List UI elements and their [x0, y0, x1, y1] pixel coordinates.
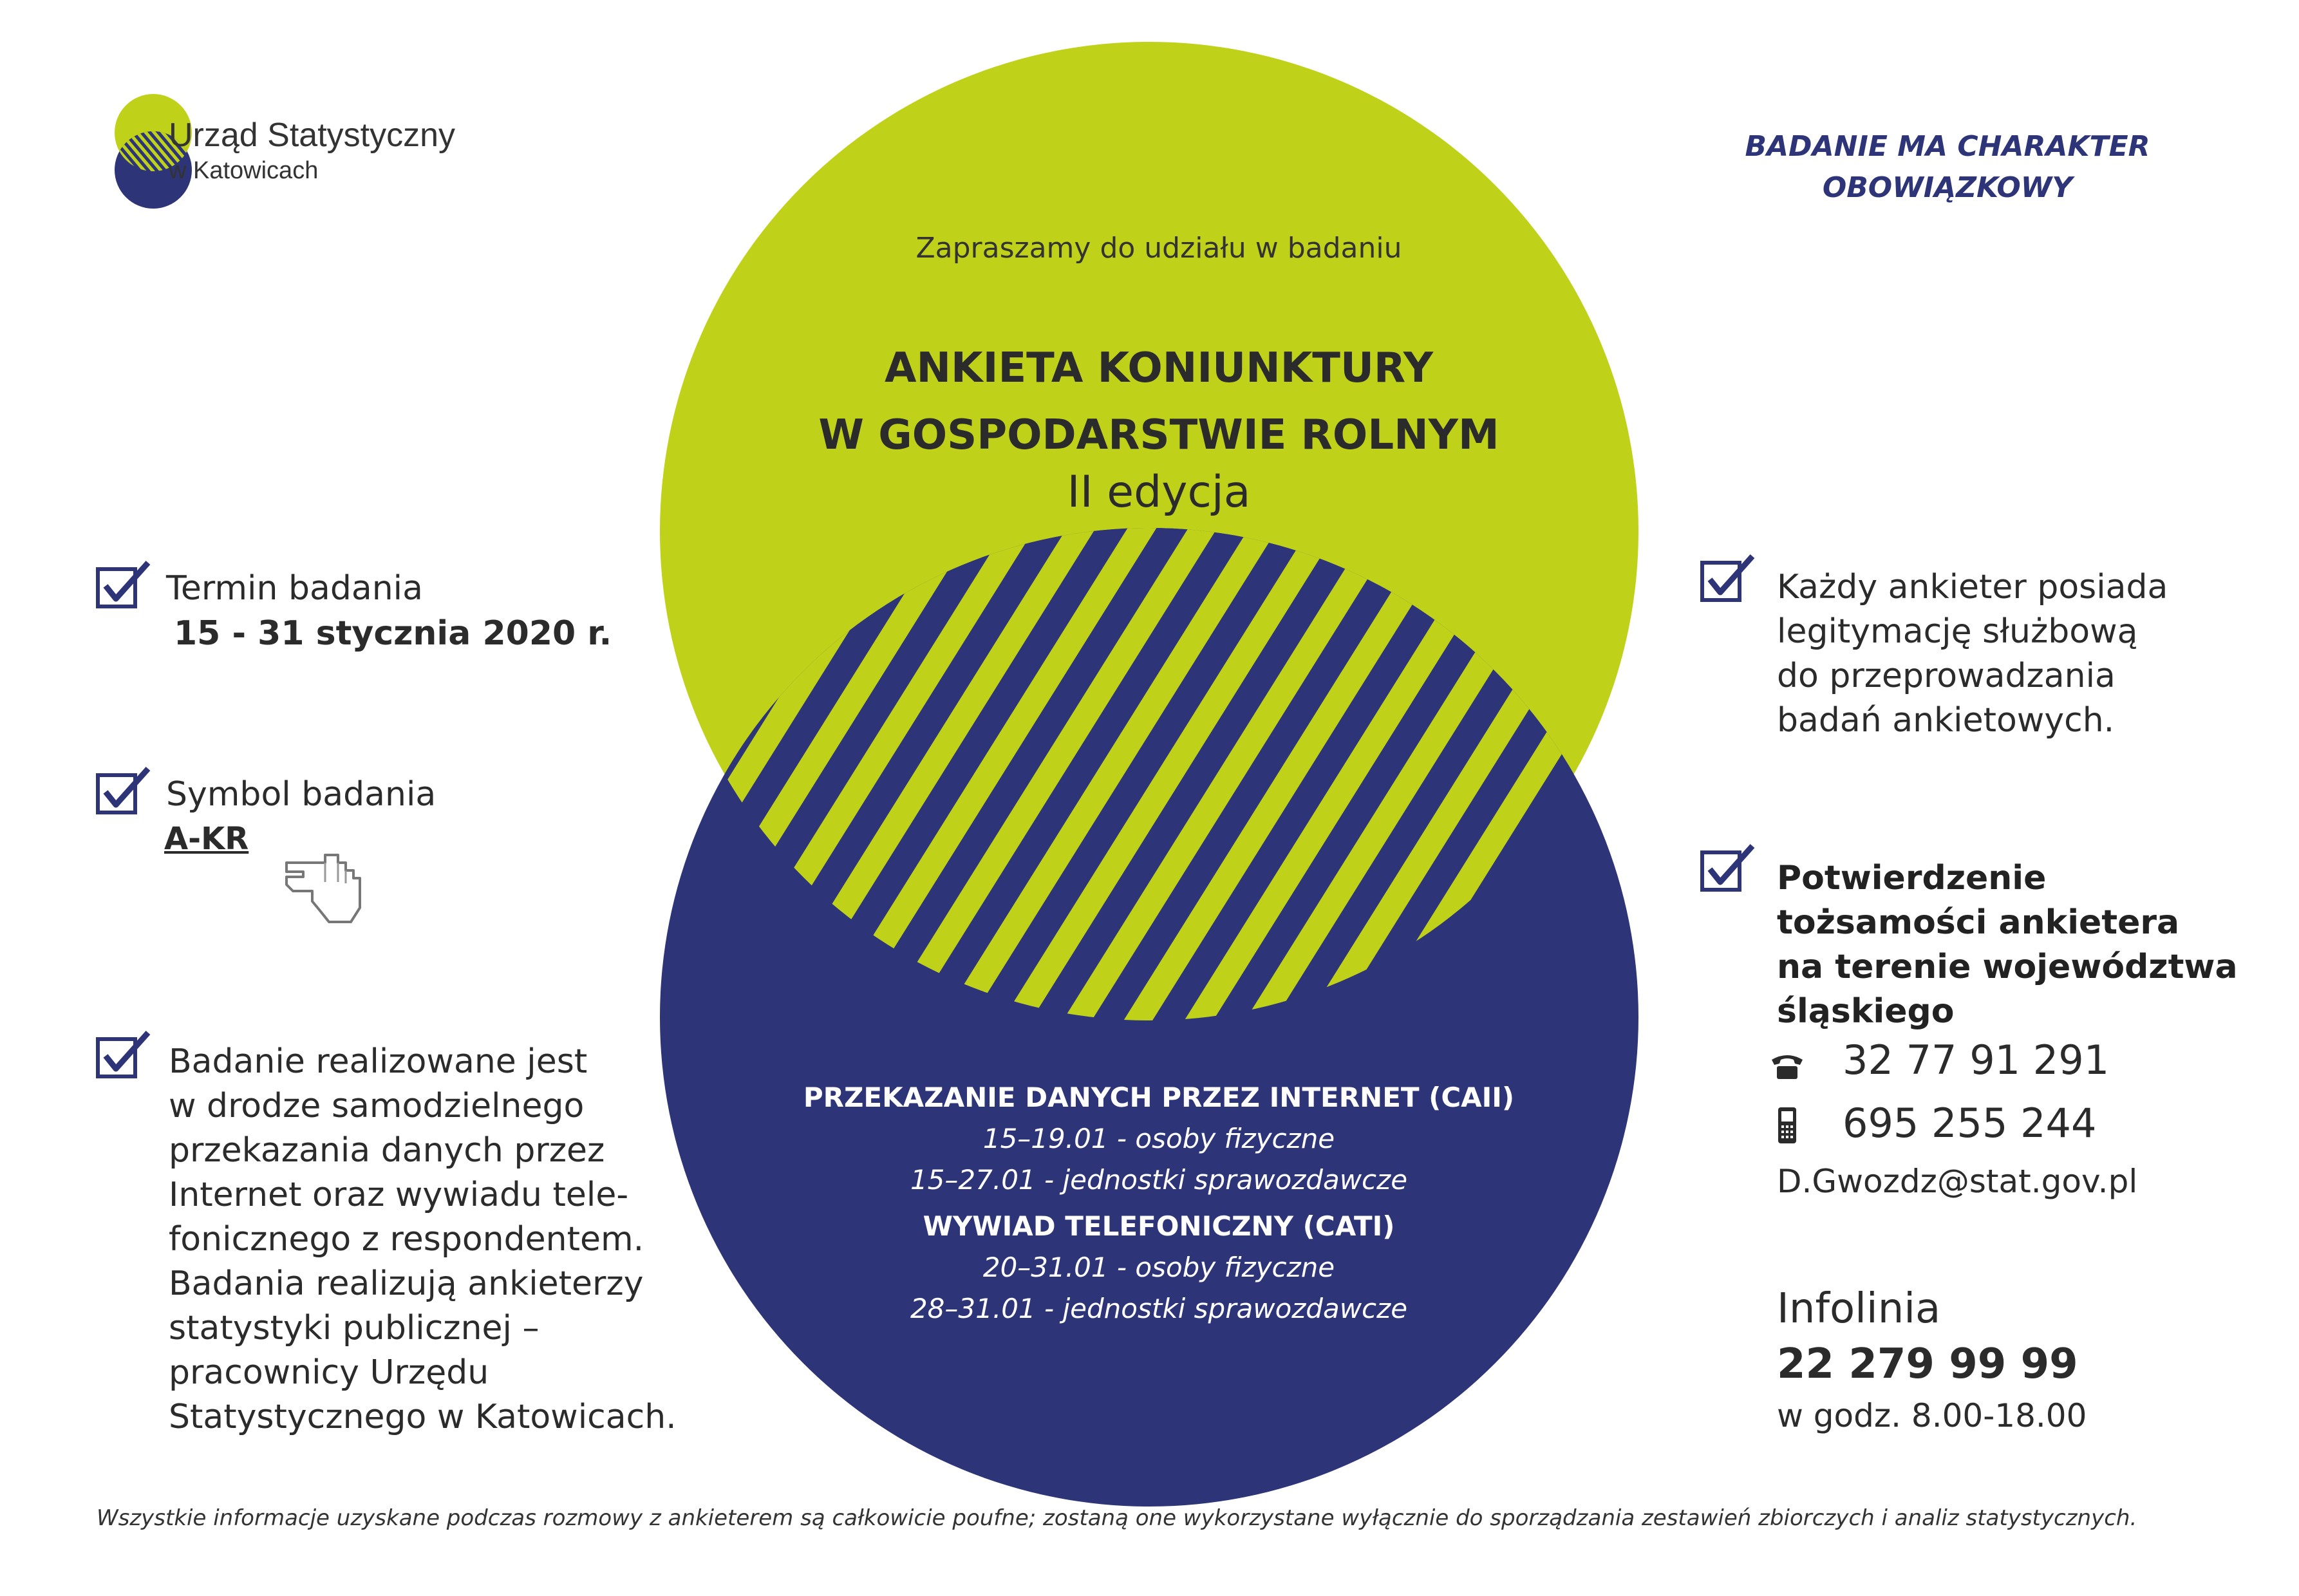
logo-subtitle: w Katowicach: [169, 157, 319, 184]
checkbox-icon: [95, 1030, 153, 1082]
cati-heading: WYWIAD TELEFONICZNY (CATI): [923, 1210, 1395, 1242]
survey-title: ANKIETA KONIUNKTURY W GOSPODARSTWIE ROLNYM: [818, 344, 1499, 459]
symbol-label: Symbol badania: [166, 775, 436, 814]
checkbox-icon: [95, 766, 153, 818]
term-value: 15 - 31 stycznia 2020 r.: [174, 614, 612, 653]
term-label: Termin badania: [166, 569, 423, 608]
helpline-hours: w godz. 8.00-18.00: [1777, 1397, 2087, 1434]
checkbox-icon: [1700, 554, 1758, 605]
helpline-number[interactable]: 22 279 99 99: [1777, 1340, 2078, 1388]
hand-pointer-icon: [274, 837, 370, 934]
confidentiality-footer: Wszystkie informacje uzyskane podczas rozmowy z ankieterem są całkowicie poufne; zostaną one wykorzystane wyłącznie do sporządzania zestawień zbiorczych i analiz statystycznych.: [97, 1505, 2137, 1531]
symbol-value-link[interactable]: A-KR: [164, 821, 249, 857]
mobile-number[interactable]: 695 255 244: [1843, 1100, 2097, 1147]
caii-heading: PRZEKAZANIE DANYCH PRZEZ INTERNET (CAII): [803, 1082, 1515, 1113]
survey-description: Badanie realizowane jest w drodze samodzielnego przekazania danych przez Internet oraz wywiadu tele- fonicznego z respondentem. Badania realizują ankieterzy statystyki publicznej – pracownicy Urzędu Statystycznego w Katowicach.: [169, 1042, 677, 1436]
helpline-label: Infolinia: [1777, 1285, 1941, 1333]
caii-line: 15–27.01 - jednostki sprawozdawcze: [910, 1164, 1408, 1196]
phone-number[interactable]: 32 77 91 291: [1843, 1037, 2110, 1084]
invitation-text: Zapraszamy do udziału w badaniu: [915, 232, 1402, 265]
mobile-phone-icon: [1776, 1106, 1799, 1145]
identity-confirmation: Potwierdzenie tożsamości ankietera na terenie województwa śląskiego: [1777, 859, 2238, 1031]
badge-info: Każdy ankieter posiada legitymację służbową do przeprowadzania badań ankietowych.: [1777, 568, 2168, 740]
edition-label: II edycja: [1067, 467, 1251, 518]
checkbox-icon: [95, 560, 153, 612]
contact-email[interactable]: D.Gwozdz@stat.gov.pl: [1777, 1163, 2138, 1200]
phone-icon: [1769, 1051, 1805, 1082]
logo-name: Urząd Statystyczny: [169, 117, 456, 154]
checkbox-icon: [1700, 843, 1758, 895]
cati-line: 28–31.01 - jednostki sprawozdawcze: [910, 1293, 1408, 1324]
cati-line: 20–31.01 - osoby fizyczne: [982, 1252, 1335, 1283]
mandatory-notice: BADANIE MA CHARAKTER OBOWIĄZKOWY: [1745, 130, 2150, 204]
caii-line: 15–19.01 - osoby fizyczne: [982, 1123, 1335, 1154]
